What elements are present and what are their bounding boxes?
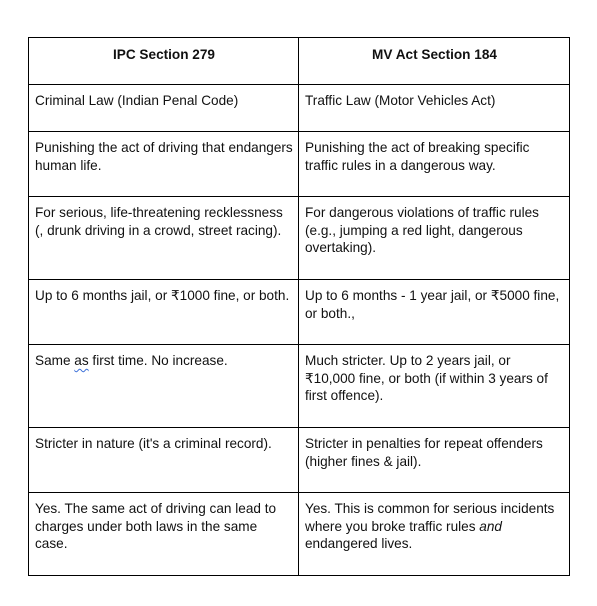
mv-cell: Stricter in penalties for repeat offenders (higher fines & jail). [299,428,570,493]
spellcheck-flagged-word[interactable]: as [74,353,89,368]
ipc-cell [29,345,299,428]
comparison-table [28,37,570,576]
mv-cell: For dangerous violations of traffic rules (e.g., jumping a red light, dangerous overtaking). [299,197,570,280]
table-row [29,280,570,345]
mv-cell [299,493,570,576]
table-row [29,85,570,132]
table-row [29,493,570,576]
ipc-cell: Criminal Law (Indian Penal Code) [29,85,299,132]
ipc-cell: For serious, life-threatening recklessness (, drunk driving in a crowd, street racing). [29,197,299,280]
mv-text-pre: Yes. This is common for serious incidents where you broke traffic rules [305,501,555,534]
ipc-cell: Stricter in nature (it's a criminal record). [29,428,299,493]
header-ipc-section-279: IPC Section 279 [29,38,299,85]
mv-cell: Punishing the act of breaking specific traffic rules in a dangerous way. [299,132,570,197]
ipc-cell: Yes. The same act of driving can lead to charges under both laws in the same case. [29,493,299,576]
mv-text-emphasis: and [479,518,502,534]
mv-cell: Traffic Law (Motor Vehicles Act) [299,85,570,132]
table-row [29,428,570,493]
ipc-text-post: first time. No increase. [88,353,228,368]
header-mv-act-section-184: MV Act Section 184 [299,38,570,85]
ipc-cell: Punishing the act of driving that endangers human life. [29,132,299,197]
table-row [29,345,570,428]
ipc-text-pre: Same [35,353,75,368]
ipc-cell: Up to 6 months jail, or ₹1000 fine, or both. [29,280,299,345]
mv-text-post: endangered lives. [305,536,413,551]
table-row [29,132,570,197]
mv-cell: Much stricter. Up to 2 years jail, or ₹10,000 fine, or both (if within 3 years of first offence). [299,345,570,428]
table-header-row [29,38,570,85]
mv-cell: Up to 6 months - 1 year jail, or ₹5000 fine, or both., [299,280,570,345]
table-row [29,197,570,280]
